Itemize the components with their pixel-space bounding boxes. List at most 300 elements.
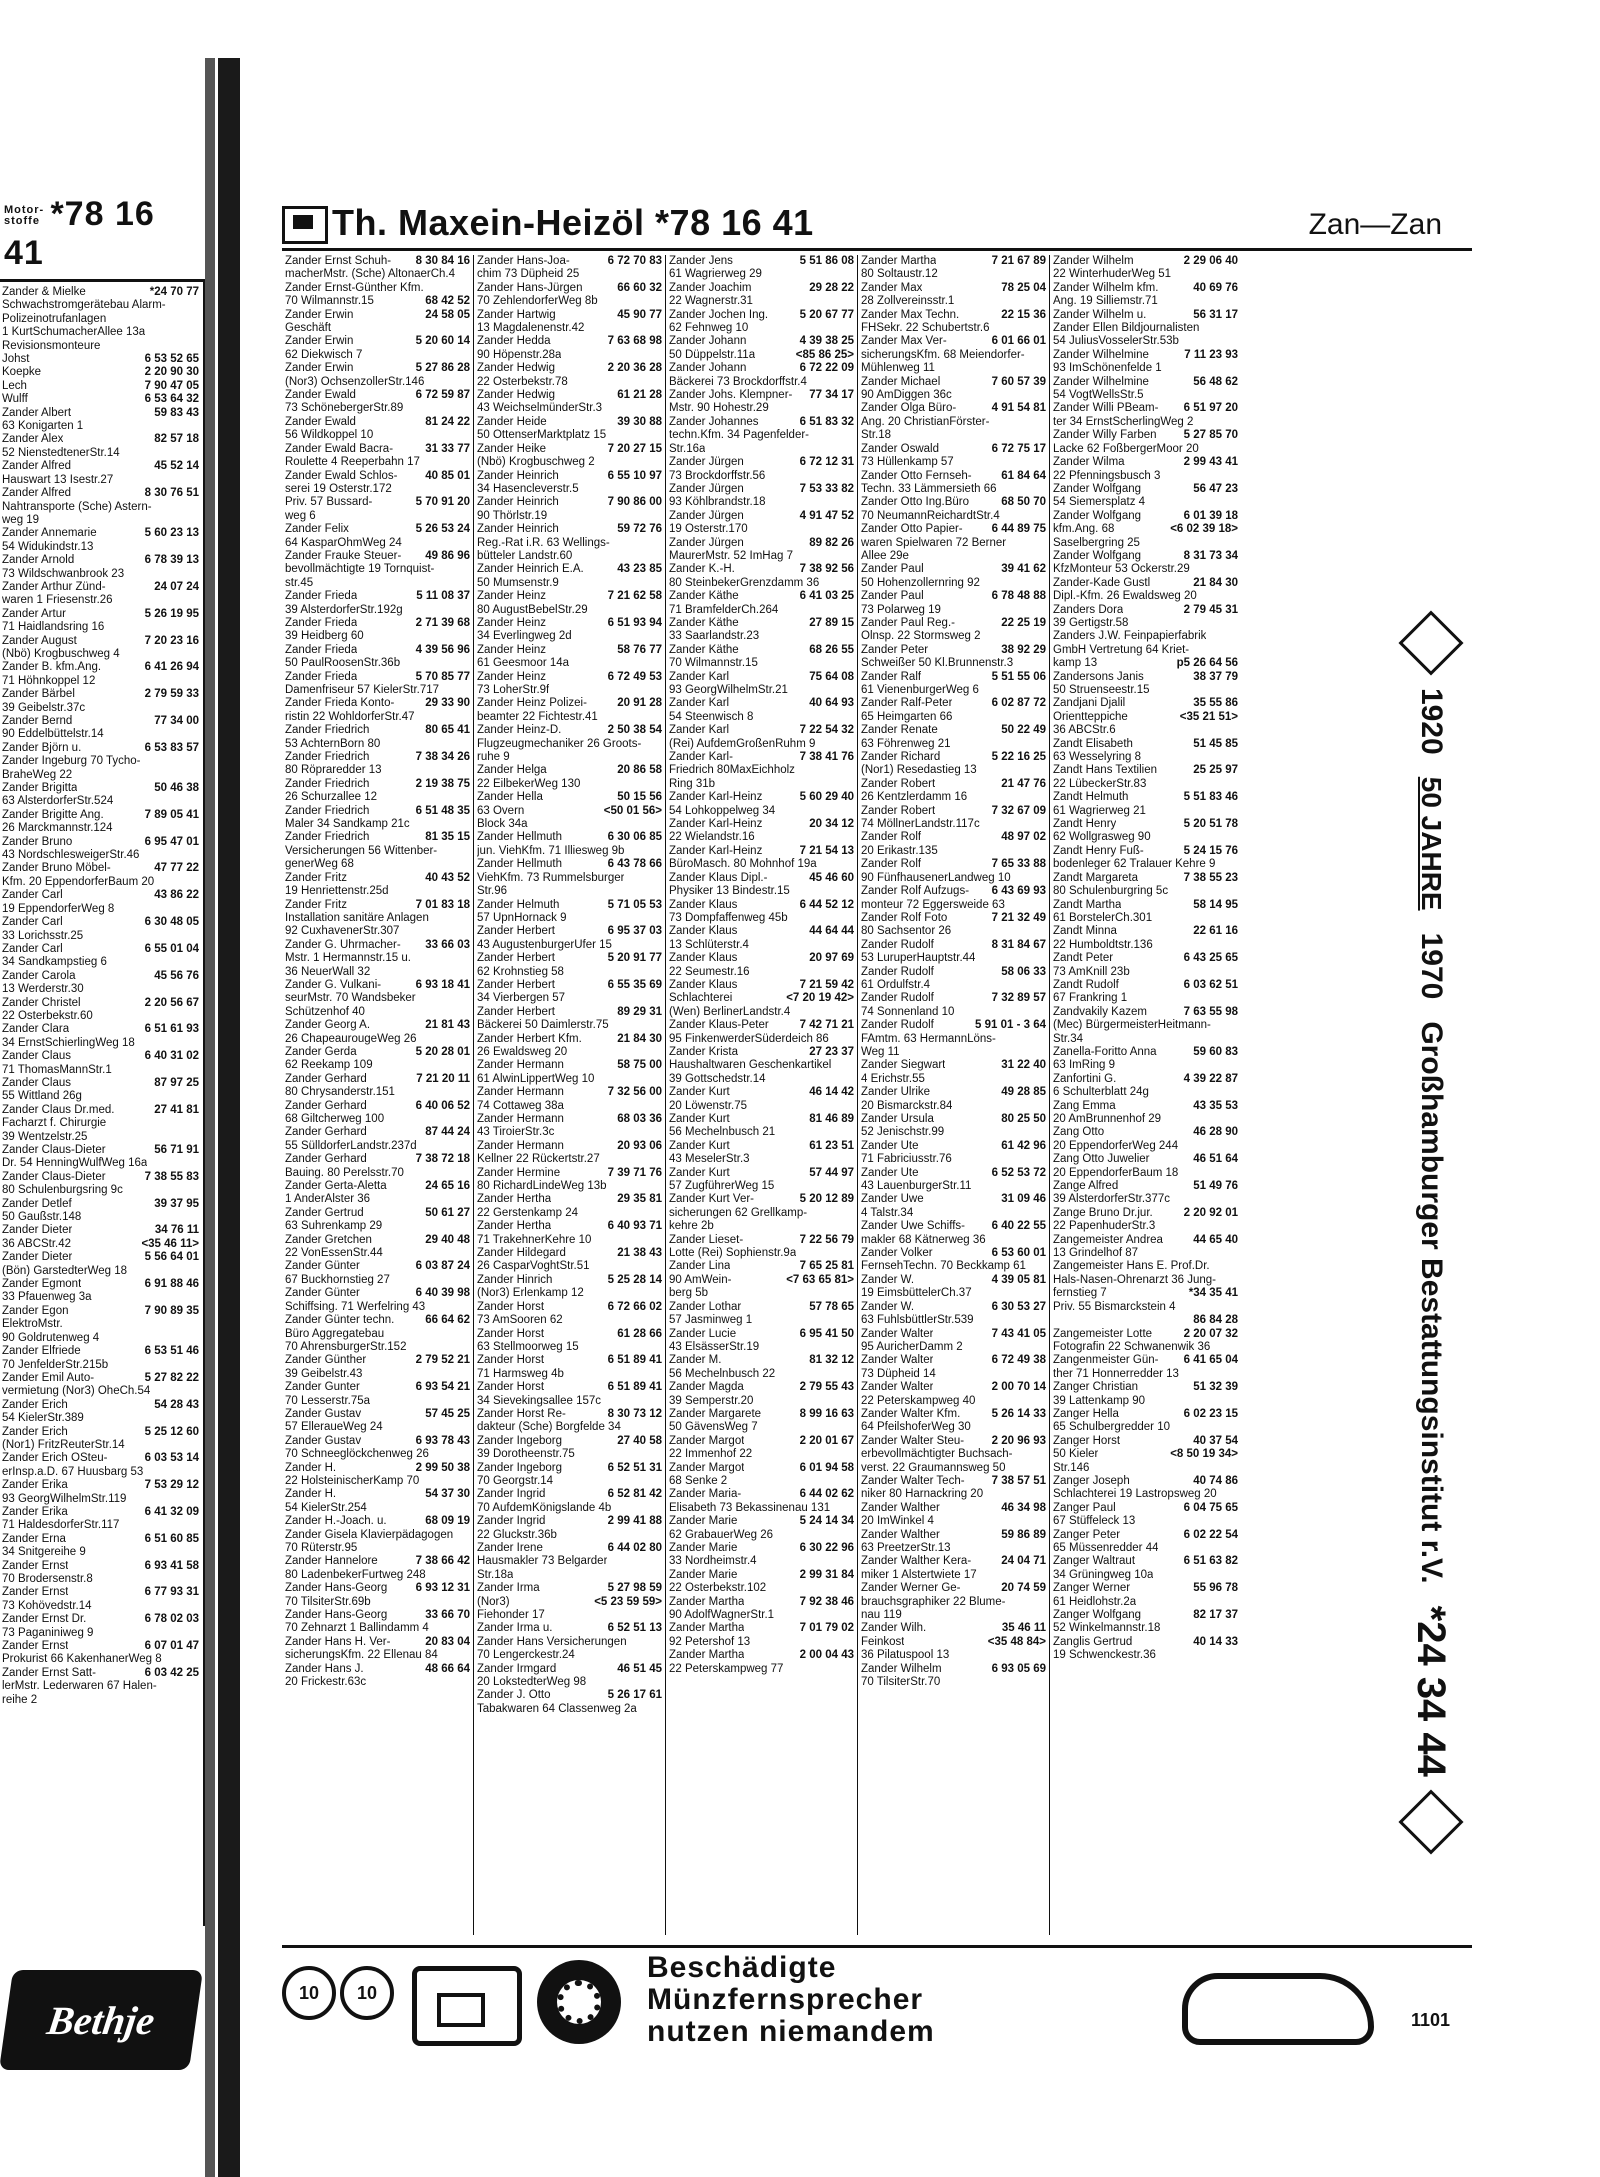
entry-phone: 6 01 66 01: [991, 335, 1046, 348]
entry-phone: [1234, 362, 1238, 375]
entry-phone: 8 99 16 63: [799, 1407, 854, 1420]
entry-name: Zander Hans-Georg: [285, 1609, 388, 1622]
entry-name: kehre 2b: [669, 1220, 714, 1233]
entry-phone: 5 20 91 77: [607, 952, 662, 965]
entry-phone: 80 25 50: [1001, 1113, 1046, 1125]
entry-phone: [1042, 1100, 1046, 1113]
entry-phone: [466, 1301, 470, 1314]
directory-entry: [669, 899, 854, 912]
directory-entry: [861, 1180, 1046, 1193]
entry-phone: [1042, 416, 1046, 429]
anniversary-label: 50 JAHRE: [1416, 776, 1447, 911]
entry-name: 22 Gluckstr.36b: [477, 1528, 557, 1541]
directory-entry: [1053, 738, 1238, 751]
entry-name: 20 EppendorferWeg 244: [1053, 1139, 1179, 1152]
directory-entry: [861, 1314, 1046, 1327]
entry-phone: [850, 1059, 854, 1072]
entry-phone: 43 23 85: [617, 563, 662, 576]
directory-entry: [1053, 1582, 1238, 1595]
entry-name: 90 AmWein-: [669, 1273, 732, 1286]
entry-phone: <8 50 19 34>: [1170, 1448, 1238, 1461]
entry-name: Zander Egon: [2, 1304, 69, 1317]
directory-entry: [669, 523, 854, 536]
directory-entry: [1053, 1260, 1238, 1273]
entry-phone: 4 91 47 52: [799, 509, 854, 522]
directory-entry: [2, 1037, 199, 1050]
entry-phone: 7 38 55 83: [144, 1170, 199, 1183]
directory-entry: [1053, 402, 1238, 415]
directory-entry: [861, 1046, 1046, 1059]
entry-name: reihe 2: [2, 1693, 38, 1706]
entry-phone: [1042, 684, 1046, 697]
entry-phone: [195, 876, 199, 889]
entry-name: Zander Claus-Dieter: [2, 1144, 106, 1156]
entry-phone: [658, 550, 662, 563]
entry-name: 13 Magdalenenstr.42: [477, 322, 585, 335]
directory-entry: [2, 1426, 199, 1439]
entry-phone: 6 07 01 47: [144, 1640, 199, 1653]
entry-name: bodenleger 62 Tralauer Kehre 9: [1053, 858, 1216, 871]
entry-phone: 61 42 96: [1001, 1139, 1046, 1152]
directory-entry: [1053, 1140, 1238, 1153]
entry-name: 63 ImRing 9: [1053, 1059, 1116, 1072]
entry-name: Zander Walther Kera-: [861, 1555, 972, 1568]
entry-phone: [850, 1180, 854, 1193]
entry-name: Zander Ingeborg: [477, 1461, 563, 1474]
entry-name: Zander Lieset-: [669, 1233, 744, 1246]
entry-phone: [466, 952, 470, 965]
entry-phone: [850, 778, 854, 791]
directory-entry: [1053, 966, 1238, 979]
directory-entry: [1053, 925, 1238, 938]
entry-phone: [1234, 1167, 1238, 1180]
entry-name: 68 Giltcherweg 100: [285, 1113, 385, 1125]
directory-entry: [669, 751, 854, 764]
entry-name: 39 Lattenkamp 90: [1053, 1394, 1146, 1407]
entry-name: 57 Jasminweg 1: [669, 1314, 753, 1327]
entry-name: Zander Hans Versicherungen: [477, 1635, 627, 1648]
entry-name: (Nor3): [477, 1595, 510, 1608]
entry-phone: <5 23 59 59>: [594, 1595, 662, 1608]
directory-entry: [861, 1502, 1046, 1515]
entry-name: 33 Lorichsstr.25: [2, 929, 84, 942]
entry-name: 20 Löwenstr.75: [669, 1099, 748, 1112]
entry-phone: [466, 992, 470, 1005]
entry-name: Zander Gisela Klavierpädagogen: [285, 1528, 454, 1541]
entry-phone: [195, 340, 199, 353]
entry-name: 73 Polarweg 19: [861, 603, 941, 616]
entry-phone: 2 50 38 54: [607, 724, 662, 737]
entry-phone: [195, 1680, 199, 1693]
entry-phone: 2 79 45 31: [1183, 603, 1238, 616]
entry-name: 63 Föhrenweg 21: [861, 737, 951, 750]
directory-entry: [2, 1506, 199, 1519]
entry-name: 70 Brodersenstr.8: [2, 1573, 93, 1585]
entry-phone: [466, 1033, 470, 1046]
entry-phone: [195, 1117, 199, 1130]
entry-phone: 2 20 96 93: [991, 1434, 1046, 1447]
entry-name: verst. 22 Graumannsweg 50: [861, 1461, 1006, 1474]
entry-name: Zanger Paul: [1053, 1501, 1116, 1514]
directory-entry: [669, 1059, 854, 1072]
entry-name: Zander Dieter: [2, 1251, 73, 1264]
directory-entry: [285, 939, 470, 952]
entry-name: 50 Gaußstr.148: [2, 1211, 82, 1224]
directory-entry: [285, 563, 470, 576]
entry-name: Zander Günter: [285, 1260, 360, 1273]
funeral-ad-sidebar: [1396, 620, 1466, 1860]
entry-phone: [195, 1090, 199, 1103]
entry-name: 26 Schurzallee 12: [285, 791, 378, 804]
directory-entry: [477, 1006, 662, 1019]
entry-phone: [850, 1220, 854, 1233]
directory-entry: [669, 1555, 854, 1568]
coin-phone-icon: [412, 1966, 522, 2046]
directory-entry: [2, 970, 199, 983]
directory-entry: [669, 925, 854, 938]
entry-name: 73 Hüllenkamp 57: [861, 456, 954, 469]
entry-name: Zander Emil Auto-: [2, 1371, 95, 1384]
entry-phone: 40 85 01: [425, 469, 470, 482]
directory-entry: [285, 1274, 470, 1287]
directory-entry: [2, 1157, 199, 1170]
entry-name: Mühlenweg 11: [861, 362, 935, 375]
directory-entry: [669, 1140, 854, 1153]
entry-phone: 7 43 41 05: [991, 1327, 1046, 1340]
entry-name: Zander Heinz: [477, 590, 547, 603]
directory-entry: [861, 1421, 1046, 1434]
directory-entry: [861, 362, 1046, 375]
directory-entry: [1053, 899, 1238, 912]
directory-entry: [669, 1033, 854, 1046]
entry-name: Polizeinotrufanlagen: [2, 312, 107, 325]
entry-phone: 77 34 17: [809, 389, 854, 402]
directory-entry: [477, 697, 662, 710]
directory-entry: [477, 282, 662, 295]
directory-entry: [477, 1622, 662, 1635]
entry-phone: [1234, 858, 1238, 871]
entry-phone: 58 06 33: [1001, 965, 1046, 978]
entry-phone: [195, 621, 199, 634]
entry-name: Zanger Waltraut: [1053, 1555, 1136, 1568]
directory-entry: [1053, 1421, 1238, 1434]
entry-phone: [850, 1555, 854, 1568]
entry-name: Zander Max: [861, 281, 923, 294]
directory-entry: [477, 1448, 662, 1461]
entry-phone: 7 90 47 05: [144, 379, 199, 392]
directory-entry: [1053, 604, 1238, 617]
entry-phone: 22 15 36: [1001, 308, 1046, 321]
entry-phone: 6 51 83 32: [799, 415, 854, 428]
entry-phone: [658, 912, 662, 925]
entry-name: 70 TilsiterStr.69b: [285, 1595, 371, 1608]
entry-name: 22 Seumestr.16: [669, 965, 750, 978]
entry-phone: [466, 1140, 470, 1153]
entry-name: Zandt Minna: [1053, 925, 1117, 938]
entry-phone: 24 04 71: [1001, 1555, 1046, 1568]
directory-entry: [669, 1663, 854, 1676]
entry-name: 50 OttenserMarktplatz 15: [477, 429, 607, 442]
directory-entry: [477, 1663, 662, 1676]
entry-phone: 6 51 89 41: [607, 1381, 662, 1394]
directory-entry: [477, 470, 662, 483]
entry-name: Zander Margot: [669, 1461, 745, 1474]
entry-phone: 7 11 23 93: [1184, 348, 1238, 361]
directory-entry: [2, 1023, 199, 1036]
entry-phone: 6 40 39 98: [415, 1287, 470, 1300]
entry-phone: 57 78 65: [809, 1300, 854, 1313]
entry-name: Ang. 20 ChristianFörster-: [861, 415, 990, 428]
entry-name: Zander Marie: [669, 1542, 738, 1554]
entry-name: Zander Brigitta: [2, 782, 78, 795]
directory-entry: [2, 366, 199, 379]
entry-name: 61 Wagrierweg 29: [669, 268, 762, 281]
entry-phone: 5 51 55 06: [991, 670, 1046, 683]
entry-phone: [658, 738, 662, 751]
entry-name: Zange Bruno Dr.jur.: [1053, 1206, 1153, 1219]
entry-phone: 6 55 10 97: [607, 469, 662, 482]
entry-name: Zandt Martha: [1053, 898, 1122, 911]
directory-entry: [477, 738, 662, 751]
directory-entry: [477, 831, 662, 844]
entry-phone: [466, 1059, 470, 1072]
entry-name: Zander Claus Dr.med.: [2, 1103, 115, 1116]
entry-phone: 6 44 52 12: [799, 898, 854, 911]
directory-entry: [477, 1609, 662, 1622]
entry-name: Zander Karl-Heinz: [669, 791, 763, 804]
entry-name: Zander Heinrich E.A.: [477, 563, 584, 576]
entry-name: Lotte (Rei) Sophienstr.9a: [669, 1247, 797, 1260]
directory-entry: [477, 1421, 662, 1434]
entry-phone: 6 55 01 04: [144, 942, 199, 955]
directory-entry: [285, 1609, 470, 1622]
entry-name: 71 ThomasMannStr.1: [2, 1063, 112, 1076]
entry-phone: [1042, 604, 1046, 617]
entry-phone: [658, 322, 662, 335]
entry-phone: [850, 1247, 854, 1260]
entry-name: 93 ImSchönenfelde 1: [1053, 362, 1162, 375]
directory-entry: [861, 1542, 1046, 1555]
entry-phone: [850, 1006, 854, 1019]
entry-name: 71 Höhnkoppel 12: [2, 674, 96, 687]
entry-name: Str.34: [1053, 1032, 1084, 1045]
entry-name: Zandt Peter: [1053, 952, 1114, 965]
directory-entry: [1053, 644, 1238, 657]
entry-name: 90 Goldrutenweg 4: [2, 1331, 100, 1344]
directory-entry: [285, 1046, 470, 1059]
entry-name: Zander Hermann: [477, 1086, 564, 1099]
entry-name: Zanger Hella: [1053, 1407, 1119, 1420]
directory-entry: [861, 885, 1046, 898]
entry-phone: [850, 1636, 854, 1649]
directory-entry: [2, 836, 199, 849]
entry-name: 26 Ewaldsweg 20: [477, 1045, 568, 1058]
entry-name: Zander Rolf Aufzugs-: [861, 885, 970, 898]
entry-phone: 8 30 84 16: [415, 255, 470, 267]
entry-name: 67 Buckhornstieg 27: [285, 1273, 390, 1286]
entry-name: Zanger Christian: [1053, 1381, 1139, 1394]
entry-phone: [466, 845, 470, 858]
entry-phone: [658, 1475, 662, 1488]
entry-name: 73 Düpheid 14: [861, 1367, 936, 1380]
directory-entry: [2, 1452, 199, 1465]
directory-entry: [669, 389, 854, 402]
entry-phone: [658, 1569, 662, 1582]
directory-entry: [669, 1395, 854, 1408]
directory-entry: [285, 1395, 470, 1408]
directory-entry: [669, 992, 854, 1005]
entry-name: Zander Björn u.: [2, 741, 82, 754]
entry-name: KfzMonteur 53 Ockerstr.29: [1053, 563, 1190, 576]
entry-name: 90 Eddelbüttelstr.14: [2, 728, 104, 741]
directory-entry: [285, 1167, 470, 1180]
entry-name: ter 34 ErnstScherlingWeg 2: [1053, 415, 1194, 428]
entry-phone: 35 46 11: [1001, 1622, 1046, 1635]
entry-name: 90 Höpenstr.28a: [477, 348, 562, 361]
entry-phone: 46 51 45: [617, 1662, 662, 1675]
directory-entry: [1053, 1555, 1238, 1568]
entry-phone: [466, 818, 470, 831]
entry-name: Zander Ellen Bildjournalisten: [1053, 322, 1200, 335]
directory-entry: [861, 644, 1046, 657]
directory-entry: [861, 751, 1046, 764]
entry-phone: 7 01 83 18: [415, 898, 470, 911]
entry-name: Zander Ewald: [285, 389, 356, 402]
entry-phone: [850, 1314, 854, 1327]
entry-phone: [850, 1448, 854, 1461]
directory-entry: [861, 255, 1046, 268]
entry-phone: [850, 1207, 854, 1220]
directory-entry: [477, 992, 662, 1005]
entry-name: (Nor1) FritzReuterStr.14: [2, 1438, 125, 1451]
entry-name: Zanger Horst: [1053, 1434, 1121, 1447]
entry-name: Zander Karl: [669, 697, 730, 710]
entry-phone: [850, 1341, 854, 1354]
entry-name: 34 Sievekingsallee 157c: [477, 1394, 602, 1407]
entry-name: Zander Ingrid: [477, 1488, 546, 1501]
entry-phone: 21 84 30: [1193, 576, 1238, 589]
entry-column-3: [666, 255, 858, 1935]
circle-10-icon: 10: [340, 1966, 394, 2020]
entry-phone: 25 25 97: [1193, 764, 1238, 777]
entry-name: Zander Gerhard: [285, 1126, 367, 1139]
entry-phone: 27 89 15: [809, 616, 854, 629]
entry-phone: 6 51 48 35: [415, 804, 470, 817]
entry-phone: [466, 858, 470, 871]
entry-phone: [658, 295, 662, 308]
entry-phone: [850, 470, 854, 483]
directory-entry: [477, 899, 662, 912]
entry-name: Zander Wolfgang: [1053, 482, 1142, 495]
directory-entry: [861, 1301, 1046, 1314]
entry-phone: [1234, 1193, 1238, 1206]
directory-entry: [861, 1408, 1046, 1421]
directory-entry: [2, 782, 199, 795]
entry-name: Zander Irene: [477, 1542, 543, 1554]
entry-name: 39 Semperstr.20: [669, 1394, 754, 1407]
entry-name: 43 ElsässerStr.19: [669, 1340, 760, 1353]
entry-name: 20 EppendorferBaum 18: [1053, 1166, 1179, 1179]
directory-entry: [861, 282, 1046, 295]
entry-name: 39 Gottschedstr.14: [669, 1072, 766, 1085]
entry-name: Zandvakily Kazem: [1053, 1005, 1147, 1018]
entry-phone: <7 20 19 42>: [786, 992, 854, 1005]
entry-name: Zander Kurt: [669, 1139, 730, 1152]
entry-phone: 6 30 06 85: [607, 831, 662, 844]
directory-entry: [285, 416, 470, 429]
directory-entry: [285, 1153, 470, 1166]
entry-name: Zander Walter: [861, 1381, 934, 1394]
directory-entry: [285, 1126, 470, 1139]
entry-name: 13 Grindelhof 87: [1053, 1247, 1139, 1260]
directory-entry: [285, 1234, 470, 1247]
entry-phone: [1042, 952, 1046, 965]
entry-phone: 4 39 38 25: [799, 335, 854, 348]
alphabet-range: Zan—Zan: [1308, 208, 1442, 241]
entry-name: Zander Heinrich: [477, 469, 559, 482]
entry-name: Zander Rolf: [861, 831, 922, 844]
entry-name: 56 Mechelnbusch 21: [669, 1126, 776, 1139]
entry-phone: 8 30 73 12: [607, 1407, 662, 1420]
directory-entry: [1053, 1033, 1238, 1046]
entry-phone: 5 26 14 33: [991, 1407, 1046, 1420]
entry-phone: 5 26 17 61: [607, 1689, 662, 1702]
directory-entry: [1053, 1368, 1238, 1381]
entry-name: Zander Bruno: [2, 835, 73, 848]
entry-phone: [195, 447, 199, 460]
directory-entry: [2, 420, 199, 433]
directory-entry: [477, 925, 662, 938]
entry-phone: *24 70 77: [149, 286, 199, 298]
entry-name: 50 Mumsenstr.9: [477, 576, 559, 589]
entry-name: Zander Frieda: [285, 616, 358, 629]
entry-phone: 2 20 07 32: [1183, 1327, 1238, 1340]
entry-name: Zanger Werner: [1053, 1582, 1131, 1595]
entry-name: Zander Ingeburg 70 Tycho-: [2, 755, 141, 768]
directory-entry: [1053, 335, 1238, 348]
entry-name: Zander Ernst: [2, 1586, 69, 1599]
entry-phone: 6 95 37 03: [607, 925, 662, 938]
entry-name: Zander Frauke Steuer-: [285, 549, 402, 562]
directory-entry: [2, 581, 199, 594]
entry-name: Zander Lothar: [669, 1300, 742, 1313]
entry-name: 43 TiroierStr.3c: [477, 1126, 555, 1139]
entry-name: Zanfortini G.: [1053, 1072, 1117, 1085]
entry-phone: [1042, 1462, 1046, 1475]
entry-name: Zander W.: [861, 1273, 915, 1286]
entry-name: Zander Helmuth: [477, 898, 560, 911]
entry-name: 61 Geesmoor 14a: [477, 657, 570, 670]
entry-name: weg 19: [2, 513, 40, 526]
entry-phone: [466, 925, 470, 938]
entry-phone: [1234, 470, 1238, 483]
entry-name: Zander Bruno Möbel-: [2, 862, 111, 875]
entry-phone: 2 71 39 68: [415, 616, 470, 629]
entry-phone: [195, 1064, 199, 1077]
entry-phone: 6 78 48 88: [991, 590, 1046, 603]
entry-phone: [850, 1582, 854, 1595]
entry-column-2: [474, 255, 666, 1935]
entry-phone: 6 30 53 27: [991, 1300, 1046, 1313]
entry-name: Zander Alfred: [2, 487, 72, 500]
entry-name: Zander Wilhelm: [1053, 255, 1134, 267]
entry-name: 39 AlsterdorferStr.192g: [285, 603, 403, 616]
directory-entry: [2, 594, 199, 607]
directory-entry: [2, 1144, 199, 1157]
directory-entry: [2, 661, 199, 674]
entry-name: Mstr. 90 Hohestr.29: [669, 402, 769, 415]
entry-phone: [658, 1100, 662, 1113]
